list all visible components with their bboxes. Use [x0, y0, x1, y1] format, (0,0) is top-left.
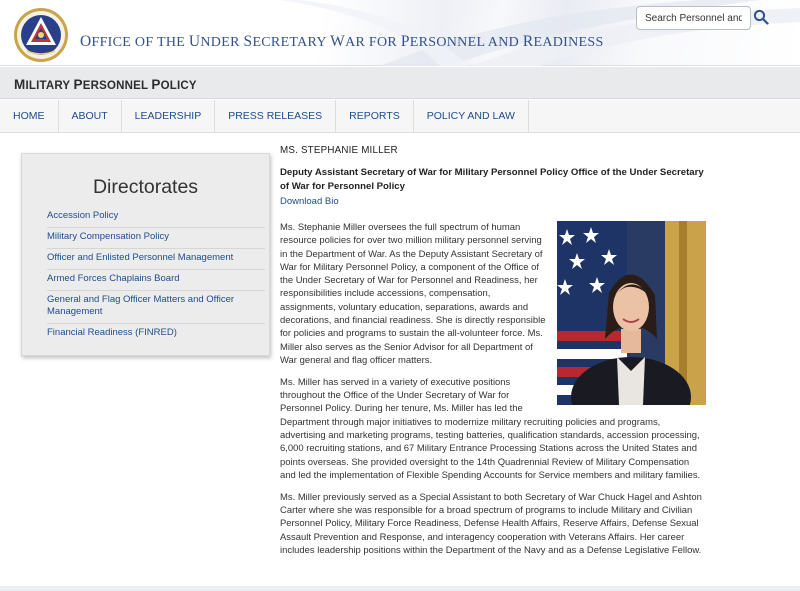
nav-item-press-releases[interactable]: PRESS RELEASES [215, 100, 336, 133]
sidebar-heading: Directorates [92, 176, 199, 198]
person-title: Deputy Assistant Secretary of War for Military Personnel Policy Office of the Under Secretary of War for Personnel Policy [280, 167, 704, 192]
bio-body [280, 221, 706, 557]
site-title[interactable]: OFFICE OF THE UNDER SECRETARY WAR FOR PERSONNEL AND READINESS [80, 33, 604, 50]
site-header [0, 0, 800, 66]
nav-item-reports[interactable]: REPORTS [336, 100, 414, 133]
sidebar-list [47, 207, 265, 344]
department-seal-logo [13, 7, 69, 63]
person-name: MS. STEPHANIE MILLER [280, 145, 398, 156]
portrait-photo [557, 221, 706, 405]
download-bio-link[interactable]: Download Bio [280, 196, 339, 207]
nav-item-leadership[interactable]: LEADERSHIP [122, 100, 216, 133]
page-bottom-strip [0, 586, 800, 591]
section-title[interactable]: MILITARY PERSONNEL POLICY [14, 77, 197, 92]
bio-content [280, 145, 706, 566]
section-band [0, 67, 800, 99]
bio-paragraph: Ms. Stephanie Miller oversees the full spectrum of human resource policies for over two million military personnel serving in the Department of War. As the Deputy Assistant Secretary of War for Military Personnel Policy, a component of the Office of the Under Secretary of War for Personnel and Readiness, her responsibilities include accessions, compensation, assignments, voluntary education, separations, awards and decorations, and financial readiness. She is directly responsible for policies and programs to sustain the all-volunteer force. Ms. Miller also serves as the Senior Advisor for all Department of War general and flag officer matters. [280, 222, 546, 366]
sidebar-item-officer-enlisted-personnel-management[interactable]: Officer and Enlisted Personnel Management [47, 249, 265, 270]
nav-item-policy-and-law[interactable]: POLICY AND LAW [414, 100, 529, 133]
directorates-sidebar [21, 153, 270, 356]
sidebar-item-accession-policy[interactable]: Accession Policy [47, 207, 265, 228]
sidebar-item-general-flag-officer-matters[interactable]: General and Flag Officer Matters and Officer Management [47, 291, 265, 324]
sidebar-item-financial-readiness[interactable]: Financial Readiness (FINRED) [47, 327, 177, 338]
search-icon[interactable] [753, 9, 769, 25]
nav-item-about[interactable]: ABOUT [59, 100, 122, 133]
bio-paragraph: Ms. Miller previously served as a Special Assistant to both Secretary of War Chuck Hagel and Ashton Carter where she was responsible for a broad spectrum of programs to include Military and Civilian Personnel Policy, Military Force Readiness, Defense Health Affairs, Reserve Affairs, Defense Sexual Assault Prevention and Response, and interagency cooperation with Veterans Affairs. Her career includes leadership positions within the Department of the Navy and as a Defense Legislative Fellow. [280, 491, 702, 556]
bio-paragraph: Ms. Miller has served in a variety of executive positions throughout the Office of the Under Secretary of War for Personnel Policy. During her tenure, Ms. Miller has led the Department through major initiatives to modernize military recruiting policies and programs, advertising and marketing programs, testing batteries, qualification standards, accession processing, 6,000 recruiting stations, and 67 Military Entrance Processing Stations across the United States and points overseas. She provided oversight to the 14th Quadrennial Review of Military Compensation and led the implementation of Flexible Spending Accounts for Service members and military families. [280, 376, 701, 481]
nav-item-home[interactable]: HOME [0, 100, 59, 133]
sidebar-item-military-compensation-policy[interactable]: Military Compensation Policy [47, 228, 265, 249]
sidebar-item-armed-forces-chaplains-board[interactable]: Armed Forces Chaplains Board [47, 270, 265, 291]
search-input[interactable] [636, 6, 751, 30]
main-nav [0, 100, 800, 133]
